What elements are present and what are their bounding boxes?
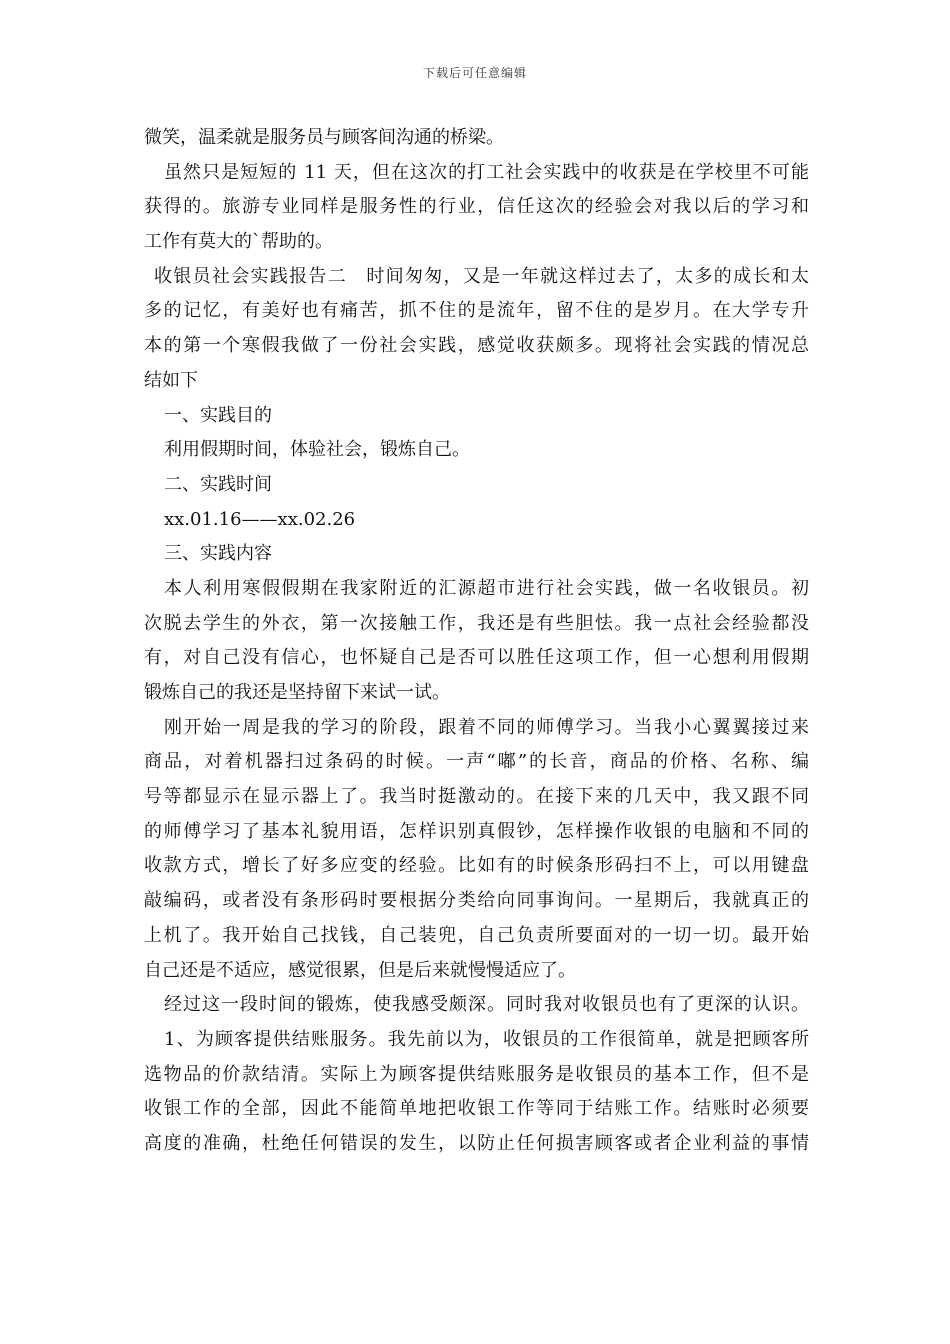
text-line: 二、实践时间 [164, 473, 272, 495]
page-header: 下载后可任意编辑 [422, 66, 527, 80]
text-line: 上机了。我开始自己找钱，自己装兜，自己负责所要面对的一切一切。最开始 [144, 924, 809, 946]
text-line: 选物品的价款结清。实际上为顾客提供结账服务是收银员的基本工作，但不是 [144, 1063, 809, 1085]
document-body [144, 121, 809, 1162]
text-line: 收款方式，增长了好多应变的经验。比如有的时候条形码扫不上，可以用键盘 [144, 855, 809, 877]
text-line: 虽然只是短短的 11 天，但在这次的打工社会实践中的收获是在学校里不可能 [164, 161, 809, 183]
text-line: 次脱去学生的外衣，第一次接触工作，我还是有些胆怯。我一点社会经验都没 [144, 612, 809, 634]
text-line: 微笑，温柔就是服务员与顾客间沟通的桥梁。 [144, 127, 504, 148]
text-line: 敲编码，或者没有条形码时要根据分类给向同事询问。一星期后，我就真正的 [144, 890, 809, 912]
text-line: 获得的。旅游专业同样是服务性的行业，信任这次的经验会对我以后的学习和 [144, 196, 809, 218]
text-line: 三、实践内容 [164, 543, 272, 565]
text-line: 收银工作的全部，因此不能简单地把收银工作等同于结账工作。结账时必须要 [144, 1098, 809, 1120]
text-line: 1、为顾客提供结账服务。我先前以为，收银员的工作很简单，就是把顾客所 [164, 1028, 809, 1050]
text-line: 利用假期时间，体验社会，锻炼自己。 [164, 439, 470, 461]
text-line: 结如下 [144, 369, 198, 391]
text-line: 号等都显示在显示器上了。我当时挺激动的。在接下来的几天中，我又跟不同 [144, 786, 809, 808]
text-line: 自己还是不适应，感觉很累，但是后来就慢慢适应了。 [144, 959, 576, 981]
text-line: 高度的准确，杜绝任何错误的发生，以防止任何损害顾客或者企业利益的事情 [144, 1132, 809, 1154]
text-line: 本人利用寒假假期在我家附近的汇源超市进行社会实践，做一名收银员。初 [164, 577, 809, 599]
text-line: 多的记忆，有美好也有痛苦，抓不住的是流年，留不住的是岁月。在大学专升 [144, 300, 809, 322]
text-line: 商品，对着机器扫过条码的时候。一声“嘟”的长音，商品的价格、名称、编 [144, 751, 809, 773]
text-line: 经过这一段时间的锻炼，使我感受颇深。同时我对收银员也有了更深的认识。 [164, 994, 809, 1016]
text-line: 工作有莫大的`帮助的。 [144, 231, 333, 253]
text-line: xx.01.16——xx.02.26 [164, 508, 356, 530]
text-line: 刚开始一周是我的学习的阶段，跟着不同的师傅学习。当我小心翼翼接过来 [164, 716, 809, 738]
text-line: 的师傅学习了基本礼貌用语，怎样识别真假钞，怎样操作收银的电脑和不同的 [144, 820, 809, 842]
text-line: 有，对自己没有信心，也怀疑自己是否可以胜任这项工作，但一心想利用假期 [144, 647, 809, 669]
text-line: 收银员社会实践报告二 时间匆匆，又是一年就这样过去了，太多的成长和太 [154, 265, 809, 287]
text-line: 一、实践目的 [164, 404, 272, 426]
text-line: 本的第一个寒假我做了一份社会实践，感觉收获颇多。现将社会实践的情况总 [144, 335, 809, 357]
text-line: 锻炼自己的我还是坚持留下来试一试。 [144, 682, 450, 703]
